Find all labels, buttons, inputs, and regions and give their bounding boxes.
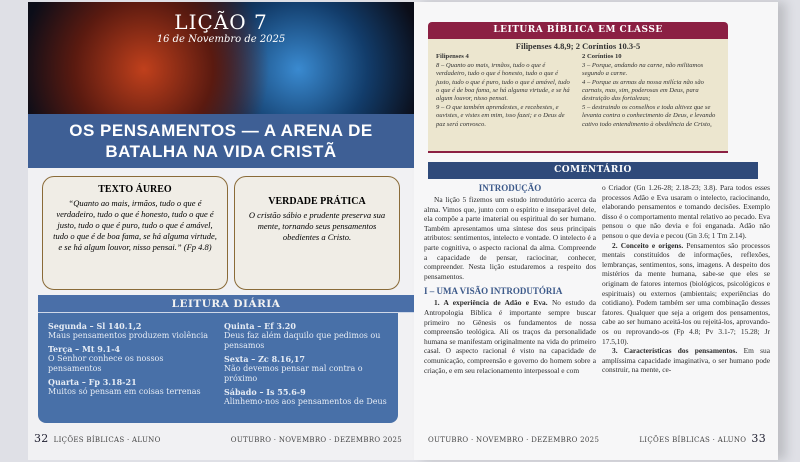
reading-text: Não devemos pensar mal contra o próximo <box>224 364 363 383</box>
right-footer <box>639 433 766 446</box>
golden-text-box <box>42 176 228 290</box>
reading-text: Muitos só pensam em coisas terrenas <box>48 387 201 396</box>
paragraph-lead: 1. A experiência de Adão e Eva. <box>434 298 548 308</box>
practical-truth-heading: VERDADE PRÁTICA <box>268 196 366 207</box>
lesson-header-image <box>28 2 414 114</box>
reading-day: Quarta – Fp 3.18-21 <box>48 377 137 387</box>
left-footer <box>34 433 161 446</box>
paragraph <box>424 298 596 375</box>
paragraph-continued: o Criador (Gn 1.26-28; 2.18-23; 3.8). Para todos esses processos Adão e Eva usaram o intelecto, raciocinando, elaborando pensamentos e tomando decisões. Exemplo disso é o comportamento mental relativo ao pecado. Eva pensou o que não devia e foi enganada. Adão não pensou o que devia e pecou (Gn 3.6; 1 Tm 2.14). <box>602 183 770 240</box>
passage-title: Filipenses 4 <box>436 53 469 61</box>
list-item <box>48 321 212 341</box>
paragraph <box>602 346 770 375</box>
footer-period: OUTUBRO · NOVEMBRO · DEZEMBRO 2025 <box>428 436 600 444</box>
paragraph <box>602 241 770 347</box>
list-item <box>224 387 388 407</box>
reading-day: Terça – Mt 9.1-4 <box>48 344 121 354</box>
paragraph-text: No estudo da Antropologia Bíblica é importante sempre buscar primeiro no Gênesis os fundamentos de nossa compreensão teológica. Ali os traços da personalidade humana se manifestam originalmente na vida do primeiro casal. O aspecto racional é visto na capacidade de comunicação, compreensão e governo do homem sobre a criação, e em seu relacionamento interpessoal e com <box>424 298 596 375</box>
commentary-column-2 <box>602 183 770 375</box>
daily-reading-list <box>38 313 398 423</box>
reading-day: Sexta – Zc 8.16,17 <box>224 354 305 364</box>
intro-heading: INTRODUÇÃO <box>478 183 542 193</box>
practical-truth-body: O cristão sábio e prudente preserva sua mente, tornando seus pensamentos obedientes a Cristo. <box>248 210 386 242</box>
lesson-title: OS PENSAMENTOS — A ARENA DE BATALHA NA VIDA CRISTÃ <box>28 114 414 168</box>
list-item <box>224 321 388 351</box>
reading-text: O Senhor conhece os nossos pensamentos <box>48 354 164 373</box>
list-item <box>48 344 212 374</box>
verse: 8 – Quanto ao mais, irmãos, tudo o que é verdadeiro, tudo o que é honesto, tudo o que é justo, tudo o que é puro, tudo o que é amável, tudo o que é de boa fama, se há alguma virtude, e se há algum louvor, nisso pensai. <box>436 61 570 103</box>
right-page <box>414 2 778 460</box>
paragraph-text: Em sua amplíssima capacidade imaginativa, o ser humano pode construir, na mente, ce- <box>602 346 771 375</box>
golden-text-body: “Quanto ao mais, irmãos, tudo o que é verdadeiro, tudo o que é honesto, tudo o que é justo, tudo o que é puro, tudo o que é amável, tudo o que é de boa fama, se há alguma virtude, e se há algum louvor, nisso pensai.” (Fp 4.8) <box>53 198 217 252</box>
passage-title: 2 Coríntios 10 <box>582 53 622 61</box>
list-item <box>224 354 388 384</box>
reading-text: Maus pensamentos produzem violência <box>48 331 209 340</box>
page-number: 32 <box>34 432 49 445</box>
bible-reference: Filipenses 4.8,9; 2 Coríntios 10.3-5 <box>515 41 641 51</box>
paragraph-text: Pensamentos são processos mentais constituídos de informações, reflexões, lembranças, sentimentos, sons, imagens. A despeito dos mistérios da mente humana, sabe-se que eles se originam de fatores internos (biológicos, psicológicos e espirituais) ou externos (ambientais; experiências do cotidiano). Podem também ser uma combinação desses fatores. Qualquer que seja a origem dos pensamentos, cabe ao ser humano aceitá-los ou rejeitá-los, aprovando-os ou reprovando-os (Fp 4.8; Pv 3.1-7; 15.28; Jr 17.5,10). <box>602 240 770 346</box>
reading-text: Deus faz além daquilo que pedimos ou pensamos <box>224 331 381 350</box>
footer-period: OUTUBRO · NOVEMBRO · DEZEMBRO 2025 <box>230 436 402 444</box>
reading-day: Sábado – Is 55.6-9 <box>224 387 306 397</box>
section-heading: I – UMA VISÃO INTRODUTÓRIA <box>424 286 563 297</box>
lesson-number: LIÇÃO 7 <box>174 10 268 34</box>
commentary-heading: COMENTÁRIO <box>428 162 758 179</box>
publication-name: LIÇÕES BÍBLICAS · ALUNO <box>639 436 747 444</box>
paragraph-lead: 3. Características dos pensamentos. <box>612 346 738 356</box>
reading-text: Alinhemo-nos aos pensamentos de Deus <box>224 397 387 406</box>
verse: 5 – destruindo os conselhos e toda altivez que se levanta contra o conhecimento de Deus, e levando cativo todo entendimento à obediência de Cristo, <box>582 103 716 128</box>
daily-reading-heading: LEITURA DIÁRIA <box>38 295 414 313</box>
verse: 4 – Porque as armas da nossa milícia não são carnais, mas, sim, poderosas em Deus, para destruição das fortalezas; <box>582 78 704 103</box>
list-item <box>48 377 212 397</box>
reading-day: Segunda – Sl 140.1,2 <box>48 321 142 331</box>
golden-text-heading: TEXTO ÁUREO <box>98 184 172 195</box>
paragraph-lead: 2. Conceito e origens. <box>612 240 684 250</box>
left-page <box>28 2 414 460</box>
lesson-date: 16 de Novembro de 2025 <box>156 34 286 45</box>
bible-reading-heading: LEITURA BÍBLICA EM CLASSE <box>428 22 728 39</box>
practical-truth-box <box>234 176 400 290</box>
intro-paragraph: Na lição 5 fizemos um estudo introdutório acerca da alma. Vimos que, junto com o espírito e inseparável dele, ela compõe a parte imaterial ou espiritual do ser humano. Também apresentamos uma síntese dos seus principais atributos: sentimentos, intelecto e vontade. O intelecto é a parte cognitiva, o aspecto racional da alma. Compreende a capacidade de pensar, raciocinar, conhecer, compreender. Nesta lição estudaremos a respeito dos pensamentos. <box>424 195 596 281</box>
verse: 3 – Porque, andando na carne, não militamos segundo a carne. <box>582 61 704 78</box>
page-number: 33 <box>751 432 766 445</box>
verse: 9 – O que também aprendestes, e recebestes, e ouvistes, e vistes em mim, isso fazei; e o Deus de paz será convosco. <box>436 103 565 128</box>
publication-name: LIÇÕES BÍBLICAS · ALUNO <box>53 436 161 444</box>
bible-reading-box <box>428 39 728 153</box>
commentary-column-1 <box>424 183 596 375</box>
reading-day: Quinta – Ef 3.20 <box>224 321 296 331</box>
